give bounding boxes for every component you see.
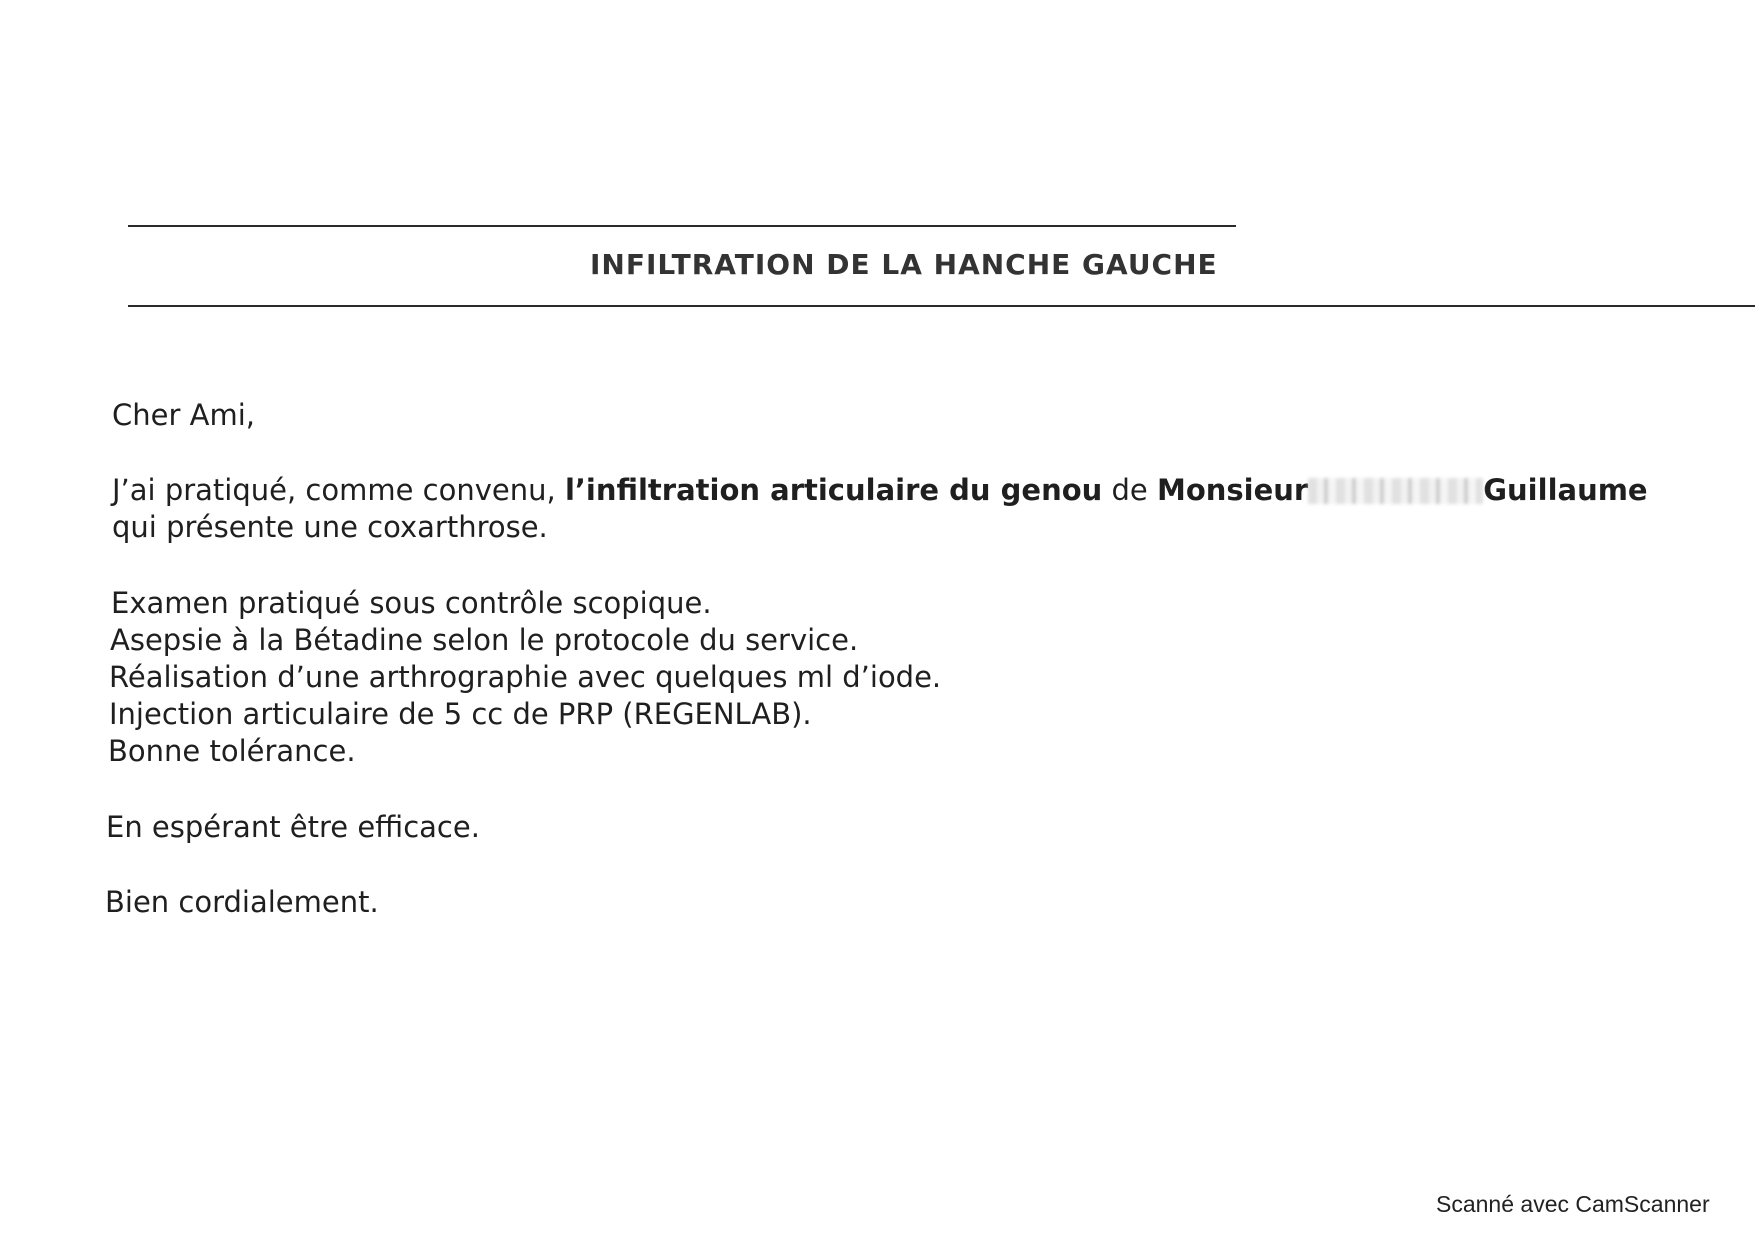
redacted-name: [1308, 478, 1483, 504]
closing-line: En espérant être efficace.: [106, 810, 480, 844]
procedure-line: Asepsie à la Bétadine selon le protocole du service.: [110, 623, 859, 657]
paragraph-line-1: [112, 472, 1648, 508]
salutation: Cher Ami,: [112, 398, 255, 432]
paragraph-text: de: [1102, 473, 1157, 507]
signoff-line: Bien cordialement.: [105, 885, 379, 919]
scanner-watermark: Scanné avec CamScanner: [1436, 1191, 1710, 1217]
procedure-emphasis: l’infiltration articulaire du genou: [564, 473, 1103, 507]
paragraph-text: J’ai pratiqué, comme convenu,: [112, 473, 565, 507]
paragraph-line-2: qui présente une coxarthrose.: [112, 510, 548, 544]
document-title: INFILTRATION DE LA HANCHE GAUCHE: [590, 248, 1218, 281]
title-top-rule: [128, 225, 1236, 227]
procedure-line: Réalisation d’une arthrographie avec quelques ml d’iode.: [109, 660, 942, 694]
procedure-line: Bonne tolérance.: [108, 734, 356, 768]
procedure-line: Examen pratiqué sous contrôle scopique.: [111, 586, 712, 620]
procedure-line: Injection articulaire de 5 cc de PRP (REGENLAB).: [109, 697, 812, 731]
patient-title: Monsieur: [1156, 473, 1309, 507]
patient-name: Guillaume: [1483, 473, 1648, 507]
title-bottom-rule: [128, 305, 1755, 307]
